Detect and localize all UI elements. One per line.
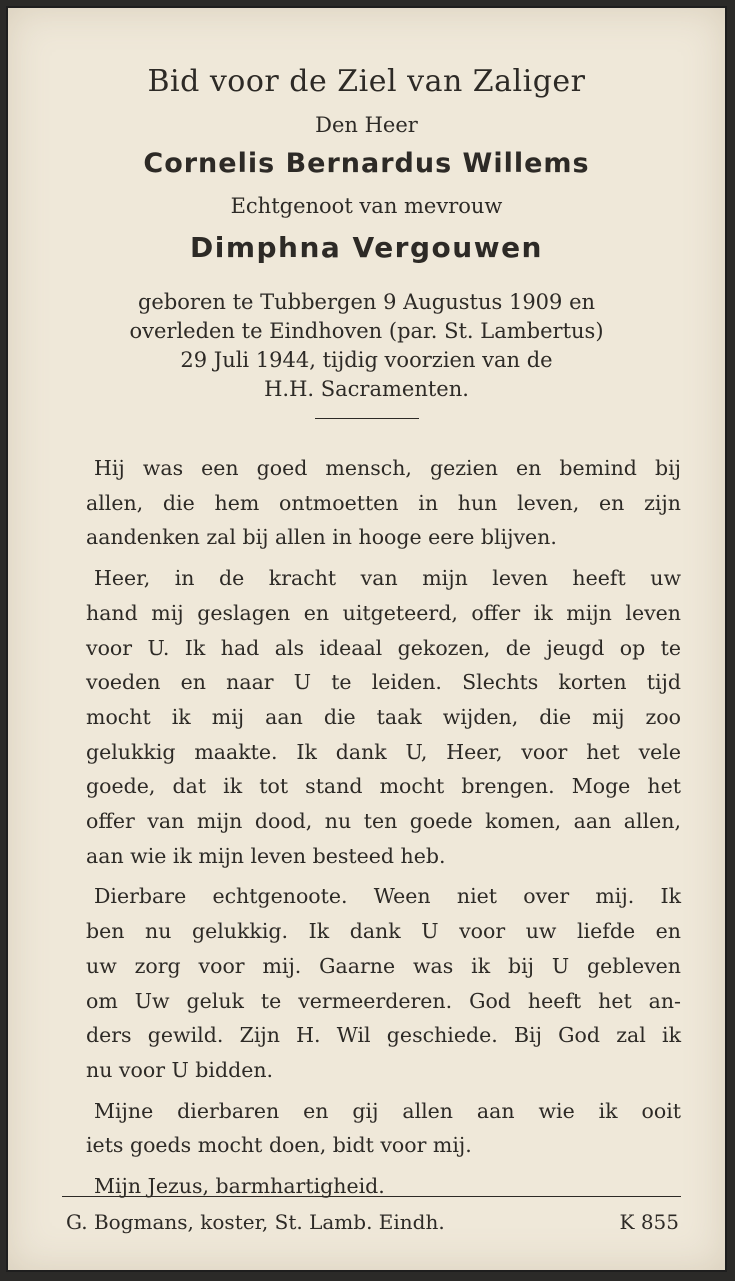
paragraph	[86, 1094, 681, 1163]
text-line: om Uw geluk te vermeerderen. God heeft het an-	[86, 988, 681, 1013]
paragraph	[86, 1169, 681, 1204]
text-line: ders gewild. Zijn H. Wil geschiede. Bij God zal ik	[86, 1023, 681, 1048]
text-line: Dierbare echtgenoote. Ween niet over mij. Ik	[94, 884, 681, 909]
text-line: goede, dat ik tot stand mocht brengen. Moge het	[86, 774, 681, 799]
text-line: mocht ik mij aan die taak wijden, die mij zoo	[86, 704, 681, 729]
title-line: Den Heer	[315, 113, 418, 137]
text-line: Mijne dierbaren en gij allen aan wie ik ooit	[94, 1098, 681, 1123]
text-line: hand mij geslagen en uitgeteerd, offer ik mijn leven	[86, 600, 681, 625]
birth-line: H.H. Sacramenten.	[264, 377, 469, 401]
paragraph	[86, 879, 681, 1087]
card-footer	[66, 1206, 679, 1238]
footer-divider	[62, 1196, 681, 1197]
text-line: uw zorg voor mij. Gaarne was ik bij U gebleven	[86, 953, 681, 978]
memorial-text	[86, 451, 681, 1210]
text-line: gelukkig maakte. Ik dank U, Heer, voor het vele	[86, 739, 681, 764]
text-line: allen, die hem ontmoetten in hun leven, en zijn	[86, 490, 681, 515]
relation-line: Echtgenoot van mevrouw	[230, 194, 503, 218]
paragraph	[86, 561, 681, 873]
card-header	[8, 56, 725, 419]
spouse-name: Dimphna Vergouwen	[189, 231, 543, 264]
text-line: voor U. Ik had als ideaal gekozen, de jeugd op te	[86, 635, 681, 660]
deceased-name: Cornelis Bernardus Willems	[143, 148, 590, 179]
text-line: nu voor U bidden.	[86, 1057, 274, 1082]
divider	[315, 418, 419, 419]
text-line: Heer, in de kracht van mijn leven heeft uw	[94, 566, 681, 591]
text-line: iets goeds mocht doen, bidt voor mij.	[86, 1133, 472, 1158]
birth-line: geboren te Tubbergen 9 Augustus 1909 en	[137, 290, 596, 314]
prayer-heading: Bid voor de Ziel van Zaliger	[147, 64, 586, 99]
birth-line: overleden te Eindhoven (par. St. Lambertus)	[129, 319, 604, 343]
printer-credit: G. Bogmans, koster, St. Lamb. Eindh.	[66, 1210, 445, 1234]
text-line: Hij was een goed mensch, gezien en bemind bij	[94, 456, 681, 480]
text-line: aan wie ik mijn leven besteed heb.	[86, 843, 446, 868]
text-line: aandenken zal bij allen in hooge eere blijven.	[86, 525, 557, 550]
paragraph	[86, 451, 681, 555]
text-line: Mijn Jezus, barmhartigheid.	[94, 1174, 385, 1199]
text-line: ben nu gelukkig. Ik dank U voor uw liefde en	[86, 919, 681, 944]
text-line: offer van mijn dood, nu ten goede komen, aan allen,	[86, 809, 681, 834]
memorial-card	[6, 6, 727, 1272]
text-line: voeden en naar U te leiden. Slechts korten tijd	[86, 670, 681, 695]
card-code: K 855	[619, 1210, 679, 1234]
birth-line: 29 Juli 1944, tijdig voorzien van de	[180, 348, 553, 372]
birth-death-info	[8, 288, 725, 404]
